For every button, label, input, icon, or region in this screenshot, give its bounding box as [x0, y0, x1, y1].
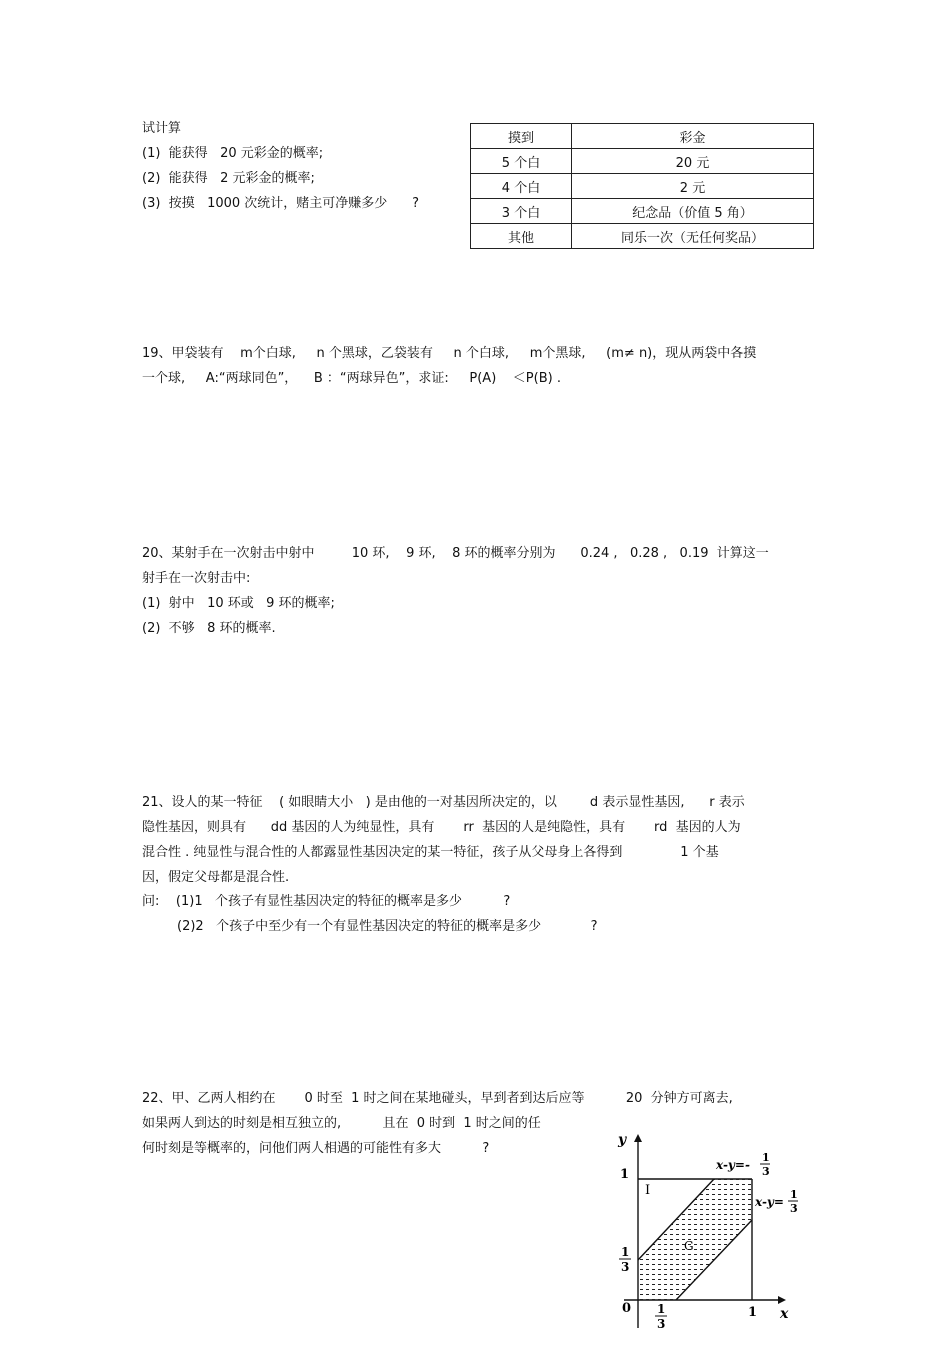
region-i-label: I	[645, 1183, 651, 1198]
table-row	[471, 149, 814, 174]
upper-line-label: x-y=-	[716, 1158, 750, 1172]
q21-ask-2: (2)2 个孩子中至少有一个有显性基因决定的特征的概率是多少 ?	[177, 919, 598, 934]
q21-line-3: 混合性 . 纯显性与混合性的人都露显性基因决定的某一特征，孩子从父母身上各得到 1 个基	[142, 845, 719, 860]
region-g-shading	[638, 1179, 752, 1300]
upper-fraction-num: 1	[762, 1151, 770, 1164]
upper-fraction-den: 3	[762, 1165, 770, 1178]
y-axis-label: y	[618, 1132, 627, 1148]
q20-line-1: 20、某射手在一次射击中射中 10 环, 9 环, 8 环的概率分别为 0.24 , 0.28 , 0.19 计算这一	[142, 546, 769, 561]
table-row	[471, 224, 814, 249]
q18-item-2: (2) 能获得 2 元彩金的概率;	[142, 171, 315, 186]
x-axis-label: x	[780, 1306, 789, 1322]
table-row	[471, 199, 814, 224]
table-cell: 20 元	[572, 149, 814, 174]
y-fraction-num: 1	[621, 1245, 630, 1259]
lower-fraction-den: 3	[790, 1202, 798, 1215]
q21-ask-1: 问: (1)1 个孩子有显性基因决定的特征的概率是多少 ?	[142, 894, 511, 909]
meeting-probability-figure	[610, 1132, 820, 1332]
q19-line-2: 一个球, A:“两球同色”， B ：“两球异色”，求证: P(A) ＜P(B) .	[142, 371, 561, 386]
y-axis-arrow-icon	[634, 1134, 642, 1142]
x-fraction-num: 1	[657, 1302, 666, 1316]
q20-line-2: 射手在一次射击中:	[142, 571, 251, 586]
table-cell: 其他	[471, 224, 572, 249]
y-one-label: 1	[620, 1167, 630, 1182]
table-cell: 5 个白	[471, 149, 572, 174]
q21-line-4: 因，假定父母都是混合性.	[142, 870, 290, 885]
table-cell: 同乐一次（无任何奖品）	[572, 224, 814, 249]
table-row	[471, 174, 814, 199]
table-cell: 纪念品（价值 5 角）	[572, 199, 814, 224]
table-cell: 3 个白	[471, 199, 572, 224]
x-axis-arrow-icon	[778, 1296, 786, 1304]
x-one-label: 1	[748, 1305, 758, 1320]
q21-line-1: 21、设人的某一特征 ( 如眼睛大小 ) 是由他的一对基因所决定的，以 d 表示显性基因, r 表示	[142, 795, 745, 810]
y-fraction-den: 3	[621, 1260, 630, 1274]
table-header-row	[471, 124, 814, 149]
q20-line-4: (2) 不够 8 环的概率.	[142, 621, 276, 636]
q22-line-2: 如果两人到达的时刻是相互独立的, 且在 0 时到 1 时之间的任	[142, 1116, 541, 1131]
q18-intro: 试计算	[142, 121, 182, 136]
table-header: 彩金	[572, 124, 814, 149]
q18-item-3: (3) 按摸 1000 次统计，赌主可净赚多少 ?	[142, 196, 419, 211]
lower-fraction-num: 1	[790, 1188, 798, 1201]
region-g-label: G	[684, 1239, 694, 1253]
q22-line-1: 22、甲、乙两人相约在 0 时至 1 时之间在某地碰头，早到者到达后应等 20 分钟方可离去,	[142, 1091, 733, 1106]
table-cell: 2 元	[572, 174, 814, 199]
table-header: 摸到	[471, 124, 572, 149]
q19-line-1: 19、甲袋装有 m个白球, n 个黑球，乙袋装有 n 个白球, m个黑球, (m≠ n)，现从两袋中各摸	[142, 346, 757, 361]
prize-table	[470, 123, 814, 249]
x-fraction-den: 3	[657, 1317, 666, 1331]
table-cell: 4 个白	[471, 174, 572, 199]
q20-line-3: (1) 射中 10 环或 9 环的概率;	[142, 596, 335, 611]
lower-line-label: x-y=	[755, 1195, 784, 1209]
q21-line-2: 隐性基因，则具有 dd 基因的人为纯显性，具有 rr 基因的人是纯隐性，具有 rd 基因的人为	[142, 820, 741, 835]
origin-label: 0	[622, 1301, 632, 1316]
q22-line-3: 何时刻是等概率的，问他们两人相遇的可能性有多大 ?	[142, 1141, 490, 1156]
q18-item-1: (1) 能获得 20 元彩金的概率;	[142, 146, 324, 161]
